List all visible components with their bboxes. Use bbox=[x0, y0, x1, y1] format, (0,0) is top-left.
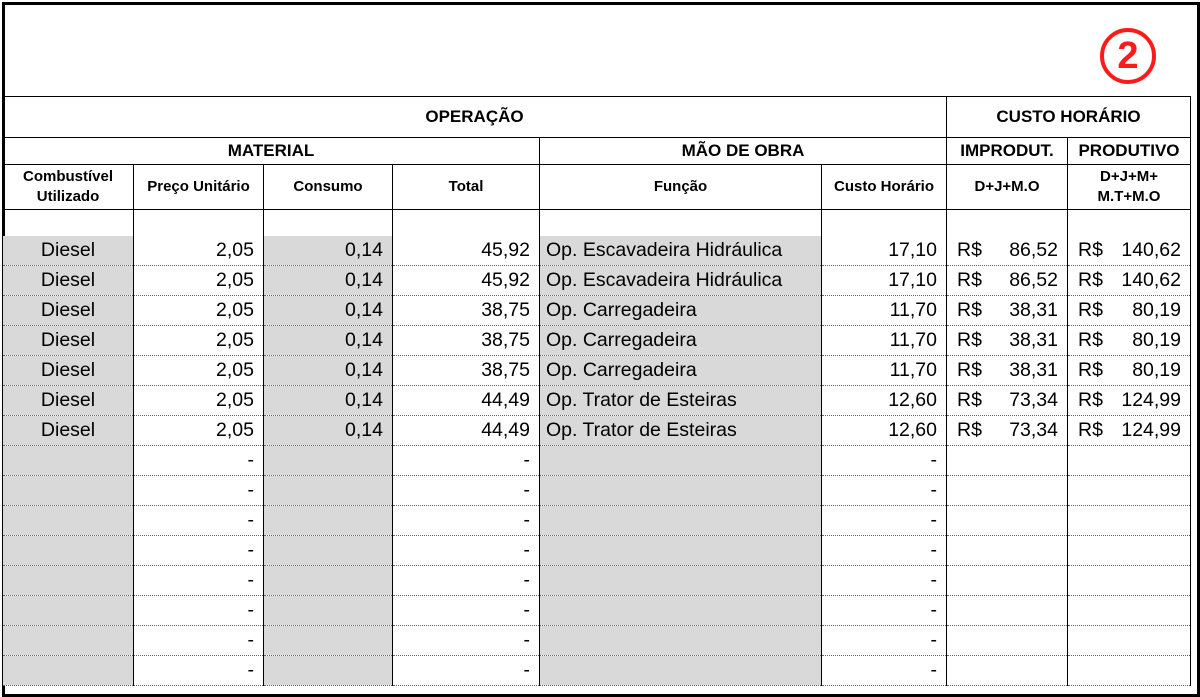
cell-custo-horario: - bbox=[822, 596, 947, 626]
cell-improdut bbox=[947, 446, 1068, 476]
cell-improdut bbox=[947, 266, 1068, 296]
cell-produtivo bbox=[1068, 296, 1191, 326]
currency-symbol: R$ bbox=[957, 329, 982, 351]
col-preco-unitario: Preço Unitário bbox=[134, 165, 264, 210]
cell-preco-unitario: 2,05 bbox=[134, 236, 264, 266]
currency-value: 86,52 bbox=[1009, 239, 1058, 261]
cell-funcao: Op. Trator de Esteiras bbox=[540, 386, 822, 416]
currency-symbol: R$ bbox=[957, 389, 982, 411]
cell-combustivel: Diesel bbox=[3, 386, 134, 416]
cell-custo-horario: 17,10 bbox=[822, 266, 947, 296]
cell-consumo: 0,14 bbox=[264, 266, 393, 296]
cell-total: 45,92 bbox=[393, 266, 540, 296]
cell-total: - bbox=[393, 626, 540, 656]
currency-symbol: R$ bbox=[957, 299, 982, 321]
cell-improdut bbox=[947, 236, 1068, 266]
cost-table bbox=[2, 96, 1191, 686]
table-row bbox=[3, 536, 1191, 566]
cell-improdut bbox=[947, 416, 1068, 446]
currency-value: 124,99 bbox=[1121, 419, 1181, 441]
currency-symbol: R$ bbox=[957, 359, 982, 381]
cell-preco-unitario: - bbox=[134, 476, 264, 506]
cell-funcao bbox=[540, 506, 822, 536]
cell-custo-horario: 11,70 bbox=[822, 356, 947, 386]
cell-funcao bbox=[540, 626, 822, 656]
col-improdut-formula: D+J+M.O bbox=[947, 165, 1068, 210]
col-total: Total bbox=[393, 165, 540, 210]
currency-symbol: R$ bbox=[957, 269, 982, 291]
cell-combustivel bbox=[3, 506, 134, 536]
cell-preco-unitario: 2,05 bbox=[134, 266, 264, 296]
cell-produtivo bbox=[1068, 356, 1191, 386]
cell-produtivo bbox=[1068, 476, 1191, 506]
cell-consumo: 0,14 bbox=[264, 356, 393, 386]
table-row bbox=[3, 266, 1191, 296]
cell-total: - bbox=[393, 476, 540, 506]
cell-total: 44,49 bbox=[393, 386, 540, 416]
cell-total: 45,92 bbox=[393, 236, 540, 266]
cell-preco-unitario: 2,05 bbox=[134, 356, 264, 386]
cell-total: - bbox=[393, 566, 540, 596]
table-row bbox=[3, 446, 1191, 476]
header-operacao: OPERAÇÃO bbox=[3, 97, 947, 138]
cell-improdut bbox=[947, 596, 1068, 626]
table-row bbox=[3, 626, 1191, 656]
col-consumo: Consumo bbox=[264, 165, 393, 210]
cell-produtivo bbox=[1068, 596, 1191, 626]
table-row bbox=[3, 326, 1191, 356]
currency-symbol: R$ bbox=[1078, 419, 1103, 441]
cell-produtivo bbox=[1068, 536, 1191, 566]
cell-funcao: Op. Escavadeira Hidráulica bbox=[540, 266, 822, 296]
cell-custo-horario: 12,60 bbox=[822, 386, 947, 416]
cell-consumo bbox=[264, 446, 393, 476]
cell-funcao bbox=[540, 596, 822, 626]
cell-consumo bbox=[264, 476, 393, 506]
cell-produtivo bbox=[1068, 626, 1191, 656]
cell-preco-unitario: - bbox=[134, 596, 264, 626]
cell-funcao: Op. Carregadeira bbox=[540, 296, 822, 326]
cell-preco-unitario: - bbox=[134, 536, 264, 566]
cell-produtivo bbox=[1068, 506, 1191, 536]
cell-funcao: Op. Carregadeira bbox=[540, 326, 822, 356]
cell-custo-horario: - bbox=[822, 626, 947, 656]
cell-preco-unitario: 2,05 bbox=[134, 416, 264, 446]
cell-funcao bbox=[540, 446, 822, 476]
cell-produtivo bbox=[1068, 656, 1191, 686]
table-row bbox=[3, 596, 1191, 626]
currency-symbol: R$ bbox=[1078, 269, 1103, 291]
cell-preco-unitario: 2,05 bbox=[134, 326, 264, 356]
currency-value: 38,31 bbox=[1009, 329, 1058, 351]
cell-consumo bbox=[264, 506, 393, 536]
table-row bbox=[3, 476, 1191, 506]
currency-value: 80,19 bbox=[1132, 329, 1181, 351]
currency-value: 80,19 bbox=[1132, 359, 1181, 381]
cell-combustivel bbox=[3, 656, 134, 686]
cell-combustivel: Diesel bbox=[3, 416, 134, 446]
cell-funcao bbox=[540, 566, 822, 596]
currency-value: 73,34 bbox=[1009, 389, 1058, 411]
cell-improdut bbox=[947, 296, 1068, 326]
cell-combustivel bbox=[3, 476, 134, 506]
header-material: MATERIAL bbox=[3, 138, 540, 165]
table-row bbox=[3, 386, 1191, 416]
table-row bbox=[3, 506, 1191, 536]
cell-combustivel: Diesel bbox=[3, 326, 134, 356]
cell-funcao bbox=[540, 536, 822, 566]
spacer-row bbox=[3, 210, 1191, 237]
cell-total: 38,75 bbox=[393, 356, 540, 386]
currency-value: 38,31 bbox=[1009, 299, 1058, 321]
currency-symbol: R$ bbox=[1078, 389, 1103, 411]
cell-total: - bbox=[393, 536, 540, 566]
cell-combustivel: Diesel bbox=[3, 356, 134, 386]
cell-funcao: Op. Escavadeira Hidráulica bbox=[540, 236, 822, 266]
cell-total: - bbox=[393, 656, 540, 686]
cell-custo-horario: - bbox=[822, 536, 947, 566]
cell-funcao bbox=[540, 656, 822, 686]
currency-value: 73,34 bbox=[1009, 419, 1058, 441]
cell-combustivel: Diesel bbox=[3, 296, 134, 326]
cell-improdut bbox=[947, 566, 1068, 596]
cell-consumo bbox=[264, 626, 393, 656]
cell-preco-unitario: 2,05 bbox=[134, 296, 264, 326]
header-custo-horario: CUSTO HORÁRIO bbox=[947, 97, 1191, 138]
cell-total: 38,75 bbox=[393, 326, 540, 356]
cell-consumo: 0,14 bbox=[264, 236, 393, 266]
currency-symbol: R$ bbox=[1078, 299, 1103, 321]
col-produtivo-formula: D+J+M+ M.T+M.O bbox=[1068, 165, 1191, 210]
cell-custo-horario: - bbox=[822, 476, 947, 506]
cell-custo-horario: 12,60 bbox=[822, 416, 947, 446]
cell-custo-horario: - bbox=[822, 656, 947, 686]
cell-combustivel bbox=[3, 626, 134, 656]
currency-symbol: R$ bbox=[1078, 329, 1103, 351]
cell-custo-horario: 11,70 bbox=[822, 296, 947, 326]
cell-improdut bbox=[947, 386, 1068, 416]
cell-total: - bbox=[393, 446, 540, 476]
col-funcao: Função bbox=[540, 165, 822, 210]
cell-total: 38,75 bbox=[393, 296, 540, 326]
table-row bbox=[3, 566, 1191, 596]
cell-produtivo bbox=[1068, 236, 1191, 266]
cell-custo-horario: 17,10 bbox=[822, 236, 947, 266]
table-row bbox=[3, 236, 1191, 266]
cell-improdut bbox=[947, 356, 1068, 386]
col-combustivel: Combustível Utilizado bbox=[3, 165, 134, 210]
cell-improdut bbox=[947, 476, 1068, 506]
cell-combustivel: Diesel bbox=[3, 236, 134, 266]
currency-symbol: R$ bbox=[957, 419, 982, 441]
cell-consumo: 0,14 bbox=[264, 296, 393, 326]
cell-total: - bbox=[393, 596, 540, 626]
cell-consumo bbox=[264, 656, 393, 686]
cell-produtivo bbox=[1068, 386, 1191, 416]
cell-consumo bbox=[264, 596, 393, 626]
cell-total: 44,49 bbox=[393, 416, 540, 446]
col-custo-horario: Custo Horário bbox=[822, 165, 947, 210]
cell-improdut bbox=[947, 656, 1068, 686]
header-mao-de-obra: MÃO DE OBRA bbox=[540, 138, 947, 165]
cell-combustivel bbox=[3, 446, 134, 476]
cell-custo-horario: - bbox=[822, 506, 947, 536]
cell-funcao: Op. Carregadeira bbox=[540, 356, 822, 386]
step-number-badge: 2 bbox=[1100, 28, 1156, 84]
table-row bbox=[3, 416, 1191, 446]
cell-consumo: 0,14 bbox=[264, 416, 393, 446]
header-produtivo: PRODUTIVO bbox=[1068, 138, 1191, 165]
cell-consumo bbox=[264, 566, 393, 596]
header-improdut: IMPRODUT. bbox=[947, 138, 1068, 165]
cell-consumo: 0,14 bbox=[264, 386, 393, 416]
cell-consumo bbox=[264, 536, 393, 566]
currency-value: 86,52 bbox=[1009, 269, 1058, 291]
cell-improdut bbox=[947, 626, 1068, 656]
currency-value: 124,99 bbox=[1121, 389, 1181, 411]
cell-custo-horario: - bbox=[822, 566, 947, 596]
currency-value: 80,19 bbox=[1132, 299, 1181, 321]
cell-funcao: Op. Trator de Esteiras bbox=[540, 416, 822, 446]
cell-combustivel bbox=[3, 536, 134, 566]
cell-custo-horario: - bbox=[822, 446, 947, 476]
currency-symbol: R$ bbox=[1078, 239, 1103, 261]
currency-value: 38,31 bbox=[1009, 359, 1058, 381]
table-row bbox=[3, 356, 1191, 386]
cell-produtivo bbox=[1068, 326, 1191, 356]
cell-custo-horario: 11,70 bbox=[822, 326, 947, 356]
cell-improdut bbox=[947, 506, 1068, 536]
cell-consumo: 0,14 bbox=[264, 326, 393, 356]
cell-preco-unitario: - bbox=[134, 566, 264, 596]
cell-preco-unitario: 2,05 bbox=[134, 386, 264, 416]
cell-produtivo bbox=[1068, 446, 1191, 476]
cell-combustivel: Diesel bbox=[3, 266, 134, 296]
cell-preco-unitario: - bbox=[134, 506, 264, 536]
cell-total: - bbox=[393, 506, 540, 536]
currency-symbol: R$ bbox=[957, 239, 982, 261]
currency-value: 140,62 bbox=[1121, 239, 1181, 261]
currency-symbol: R$ bbox=[1078, 359, 1103, 381]
cell-preco-unitario: - bbox=[134, 656, 264, 686]
cell-funcao bbox=[540, 476, 822, 506]
cell-improdut bbox=[947, 536, 1068, 566]
table-row bbox=[3, 296, 1191, 326]
currency-value: 140,62 bbox=[1121, 269, 1181, 291]
table-row bbox=[3, 656, 1191, 686]
cell-combustivel bbox=[3, 566, 134, 596]
cell-produtivo bbox=[1068, 266, 1191, 296]
cell-combustivel bbox=[3, 596, 134, 626]
cell-produtivo bbox=[1068, 416, 1191, 446]
cell-produtivo bbox=[1068, 566, 1191, 596]
cell-preco-unitario: - bbox=[134, 446, 264, 476]
cell-preco-unitario: - bbox=[134, 626, 264, 656]
cell-improdut bbox=[947, 326, 1068, 356]
